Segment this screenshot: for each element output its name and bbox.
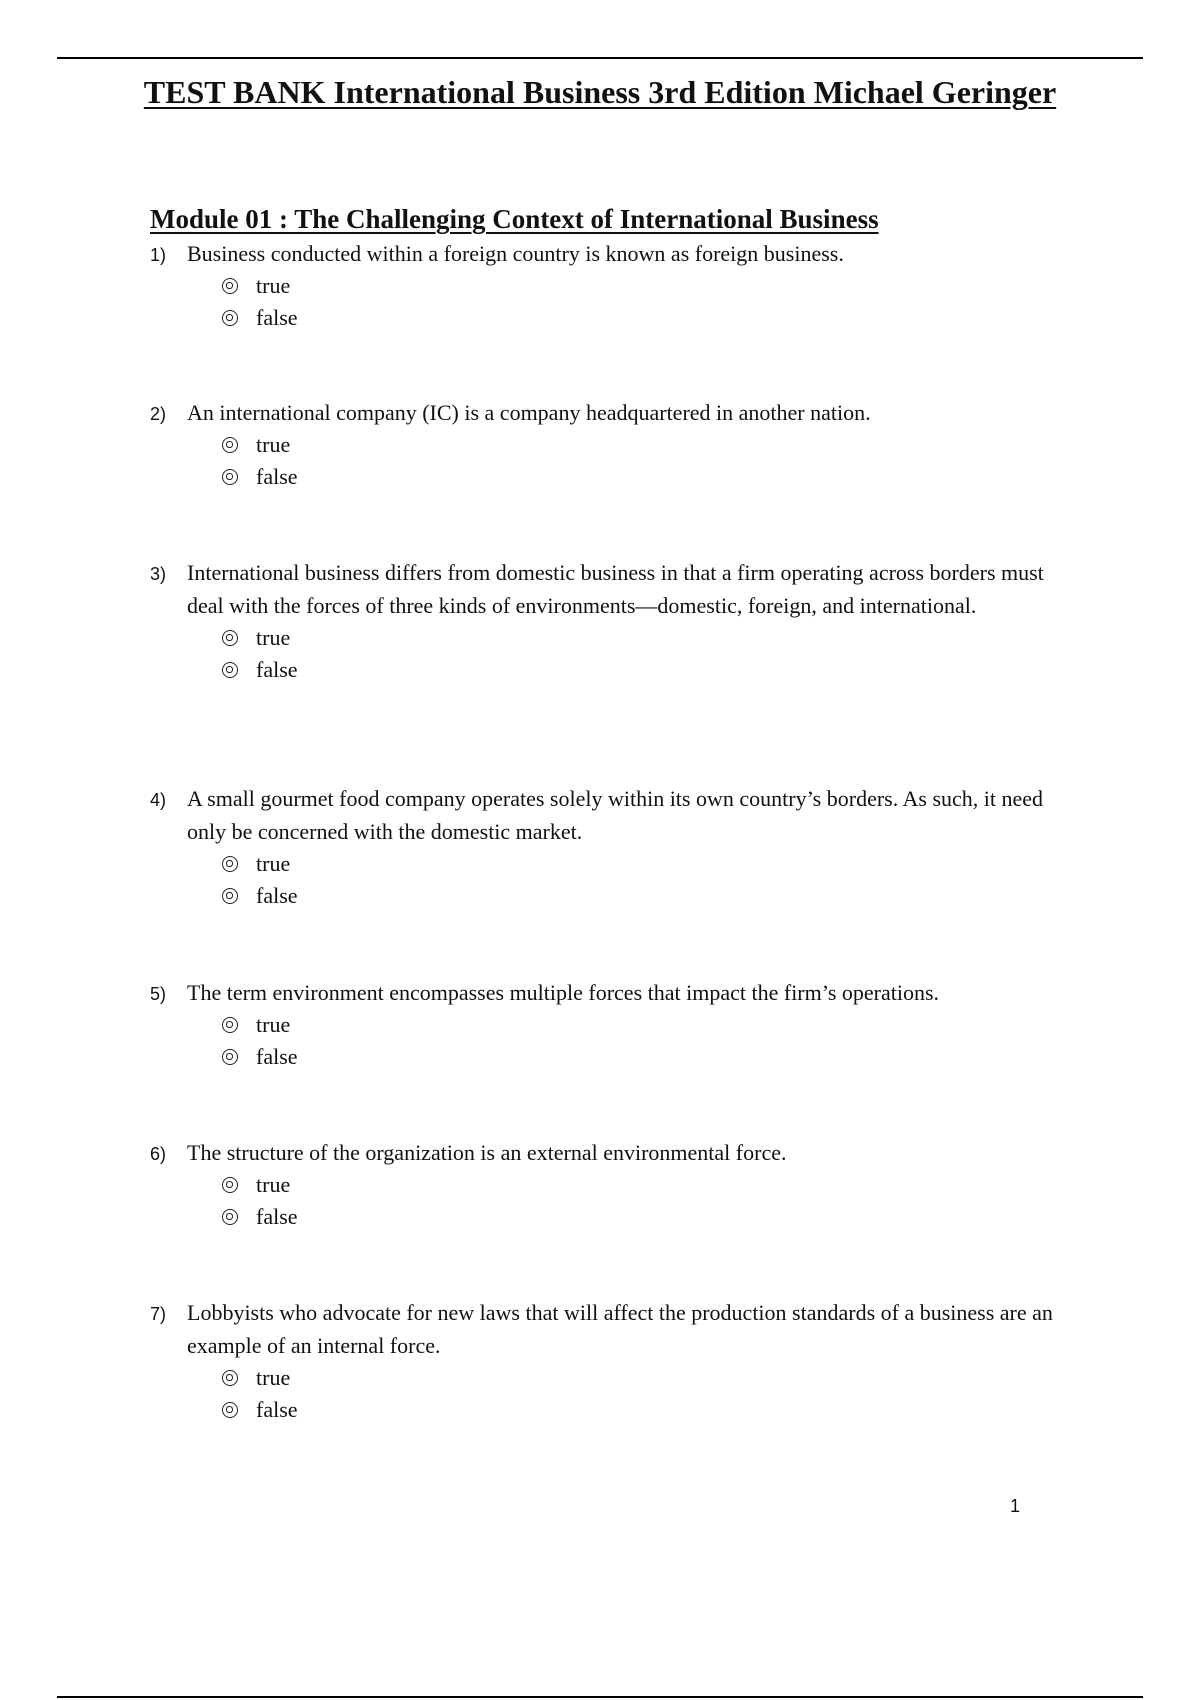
option-true[interactable]: [222, 429, 1080, 461]
question-6: [150, 1136, 1080, 1233]
option-label: false: [256, 1044, 298, 1069]
question-text: An international company (IC) is a company headquartered in another nation.: [187, 400, 871, 425]
option-label: true: [256, 1365, 291, 1390]
question-number: 6): [150, 1144, 167, 1164]
question-number: 1): [150, 245, 167, 265]
question-2: [150, 396, 1080, 493]
option-true[interactable]: [222, 1169, 1080, 1201]
question-3: [150, 556, 1080, 686]
question-text: Business conducted within a foreign country is known as foreign business.: [187, 241, 844, 266]
question-number: 3): [150, 564, 167, 584]
document-title: [0, 72, 1200, 112]
radio-button-icon[interactable]: [222, 1209, 238, 1225]
option-true[interactable]: [222, 622, 1080, 654]
option-false[interactable]: [222, 880, 1080, 912]
question-4: [150, 782, 1080, 912]
option-label: false: [256, 657, 298, 682]
option-label: true: [256, 851, 291, 876]
radio-button-icon[interactable]: [222, 1370, 238, 1386]
radio-button-icon[interactable]: [222, 437, 238, 453]
question-text: A small gourmet food company operates solely within its own country’s borders. As such, it need only be concerned with the domestic market.: [187, 786, 1044, 844]
module-heading: Module 01 : The Challenging Context of International Business: [150, 204, 879, 234]
question-text: Lobbyists who advocate for new laws that will affect the production standards of a business are an example of an internal force.: [187, 1300, 1053, 1358]
radio-button-icon[interactable]: [222, 1017, 238, 1033]
question-text: The structure of the organization is an external environmental force.: [187, 1140, 787, 1165]
radio-button-icon[interactable]: [222, 662, 238, 678]
radio-button-icon[interactable]: [222, 630, 238, 646]
question-1: [150, 237, 1080, 334]
option-label: false: [256, 464, 298, 489]
option-label: true: [256, 1172, 291, 1197]
page-number: 1: [1010, 1496, 1021, 1516]
question-7: [150, 1296, 1080, 1426]
option-label: true: [256, 432, 291, 457]
bottom-rule: [57, 1696, 1143, 1698]
option-true[interactable]: [222, 270, 1080, 302]
option-true[interactable]: [222, 848, 1080, 880]
radio-button-icon[interactable]: [222, 1177, 238, 1193]
option-false[interactable]: [222, 461, 1080, 493]
option-label: false: [256, 305, 298, 330]
option-label: false: [256, 1204, 298, 1229]
option-false[interactable]: [222, 654, 1080, 686]
option-label: false: [256, 1397, 298, 1422]
option-true[interactable]: [222, 1362, 1080, 1394]
top-rule: [57, 57, 1143, 59]
option-label: true: [256, 625, 291, 650]
radio-button-icon[interactable]: [222, 888, 238, 904]
option-false[interactable]: [222, 302, 1080, 334]
question-number: 5): [150, 984, 167, 1004]
option-label: false: [256, 883, 298, 908]
radio-button-icon[interactable]: [222, 278, 238, 294]
option-label: true: [256, 1012, 291, 1037]
question-number: 2): [150, 404, 167, 424]
option-false[interactable]: [222, 1394, 1080, 1426]
radio-button-icon[interactable]: [222, 310, 238, 326]
option-false[interactable]: [222, 1041, 1080, 1073]
question-text: The term environment encompasses multiple forces that impact the firm’s operations.: [187, 980, 940, 1005]
radio-button-icon[interactable]: [222, 469, 238, 485]
question-number: 7): [150, 1304, 167, 1324]
radio-button-icon[interactable]: [222, 1402, 238, 1418]
document-title-text: TEST BANK International Business 3rd Edition Michael Geringer: [143, 74, 1057, 110]
question-text: International business differs from domestic business in that a firm operating across borders must deal with the forces of three kinds of environments—domestic, foreign, and international.: [187, 560, 1044, 618]
option-label: true: [256, 273, 291, 298]
question-number: 4): [150, 790, 167, 810]
radio-button-icon[interactable]: [222, 856, 238, 872]
option-true[interactable]: [222, 1009, 1080, 1041]
question-5: [150, 976, 1080, 1073]
radio-button-icon[interactable]: [222, 1049, 238, 1065]
option-false[interactable]: [222, 1201, 1080, 1233]
